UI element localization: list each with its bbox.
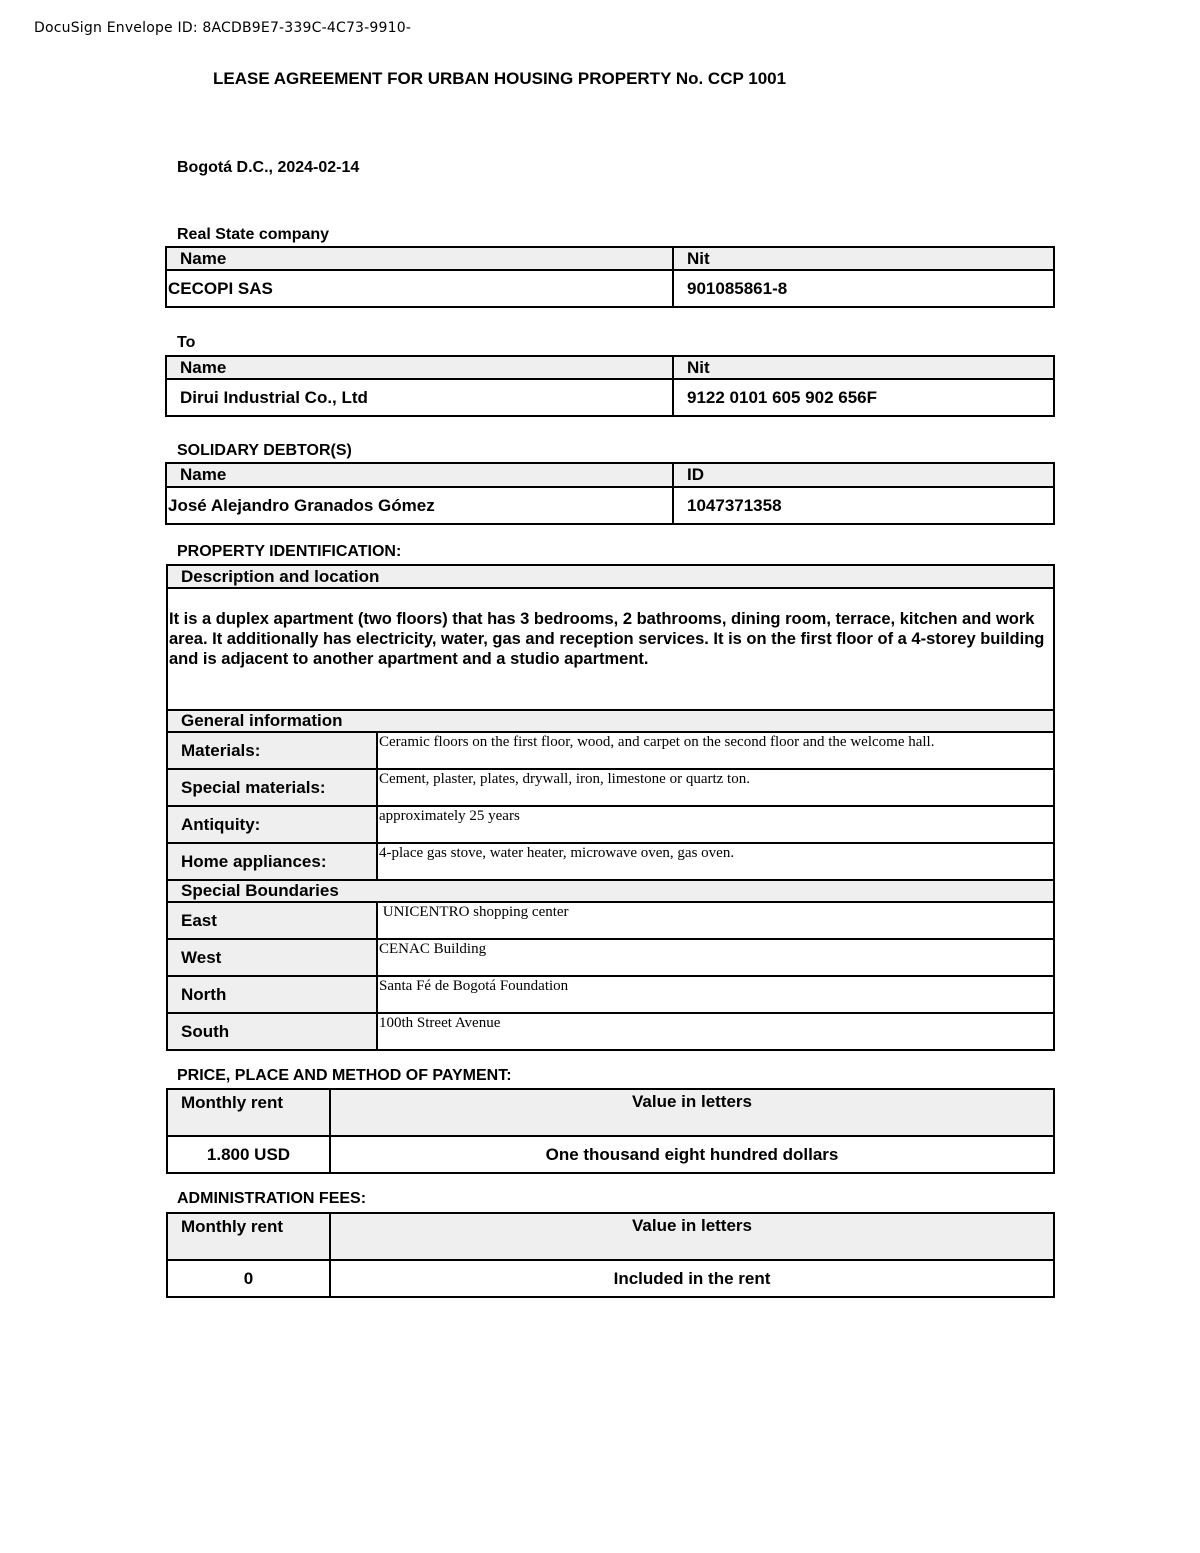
admin-amount: 0 (167, 1260, 330, 1297)
tenant-name-header: Name (166, 356, 673, 379)
real-estate-name: CECOPI SAS (166, 270, 673, 307)
east-label: East (167, 902, 377, 939)
payment-amount-letters: One thousand eight hundred dollars (330, 1136, 1054, 1173)
debtor-id-header: ID (673, 463, 1054, 487)
east-value: UNICENTRO shopping center (377, 902, 1054, 939)
real-estate-nit-header: Nit (673, 247, 1054, 270)
payment-monthly-rent-header: Monthly rent (167, 1089, 330, 1136)
real-estate-name-header: Name (166, 247, 673, 270)
tenant-nit: 9122 0101 605 902 656F (673, 379, 1054, 416)
south-label: South (167, 1013, 377, 1050)
payment-amount: 1.800 USD (167, 1136, 330, 1173)
real-estate-nit: 901085861-8 (673, 270, 1054, 307)
admin-fees-table (166, 1212, 1055, 1298)
debtor-name-header: Name (166, 463, 673, 487)
antiquity-value: approximately 25 years (377, 806, 1054, 843)
admin-monthly-rent-header: Monthly rent (167, 1213, 330, 1260)
tenant-nit-header: Nit (673, 356, 1054, 379)
west-value: CENAC Building (377, 939, 1054, 976)
admin-value-letters-header: Value in letters (330, 1213, 1054, 1260)
envelope-id: DocuSign Envelope ID: 8ACDB9E7-339C-4C73-9910- (34, 20, 412, 36)
debtor-name: José Alejandro Granados Gómez (166, 487, 673, 524)
tenant-table (165, 355, 1055, 417)
property-label: PROPERTY IDENTIFICATION: (177, 543, 402, 560)
payment-table (166, 1088, 1055, 1174)
admin-fees-label: ADMINISTRATION FEES: (177, 1190, 367, 1207)
document-title: LEASE AGREEMENT FOR URBAN HOUSING PROPERTY No. CCP 1001 (213, 69, 787, 88)
payment-label: PRICE, PLACE AND METHOD OF PAYMENT: (177, 1067, 512, 1084)
debtors-label: SOLIDARY DEBTOR(S) (177, 442, 352, 459)
special-materials-value: Cement, plaster, plates, drywall, iron, limestone or quartz ton. (377, 769, 1054, 806)
home-appliances-label: Home appliances: (167, 843, 377, 880)
date-line: Bogotá D.C., 2024-02-14 (177, 159, 360, 176)
west-label: West (167, 939, 377, 976)
north-value: Santa Fé de Bogotá Foundation (377, 976, 1054, 1013)
to-label: To (177, 334, 196, 351)
north-label: North (167, 976, 377, 1013)
special-materials-label: Special materials: (167, 769, 377, 806)
special-boundaries-header: Special Boundaries (167, 880, 1054, 902)
admin-amount-letters: Included in the rent (330, 1260, 1054, 1297)
south-value: 100th Street Avenue (377, 1013, 1054, 1050)
real-estate-label: Real State company (177, 226, 330, 243)
payment-value-letters-header: Value in letters (330, 1089, 1054, 1136)
materials-label: Materials: (167, 732, 377, 769)
description-header: Description and location (167, 565, 1054, 588)
antiquity-label: Antiquity: (167, 806, 377, 843)
general-info-header: General information (167, 710, 1054, 732)
materials-value: Ceramic floors on the first floor, wood, and carpet on the second floor and the welcome hall. (377, 732, 1054, 769)
real-estate-table (165, 246, 1055, 308)
debtor-id: 1047371358 (673, 487, 1054, 524)
property-description: It is a duplex apartment (two floors) that has 3 bedrooms, 2 bathrooms, dining room, terrace, kitchen and work area. It additionally has electricity, water, gas and reception services. It is on the first floor of a 4-storey building and is adjacent to another apartment and a studio apartment. (167, 588, 1054, 710)
tenant-name: Dirui Industrial Co., Ltd (166, 379, 673, 416)
debtors-table (165, 462, 1055, 525)
property-table (166, 564, 1055, 1051)
home-appliances-value: 4-place gas stove, water heater, microwave oven, gas oven. (377, 843, 1054, 880)
